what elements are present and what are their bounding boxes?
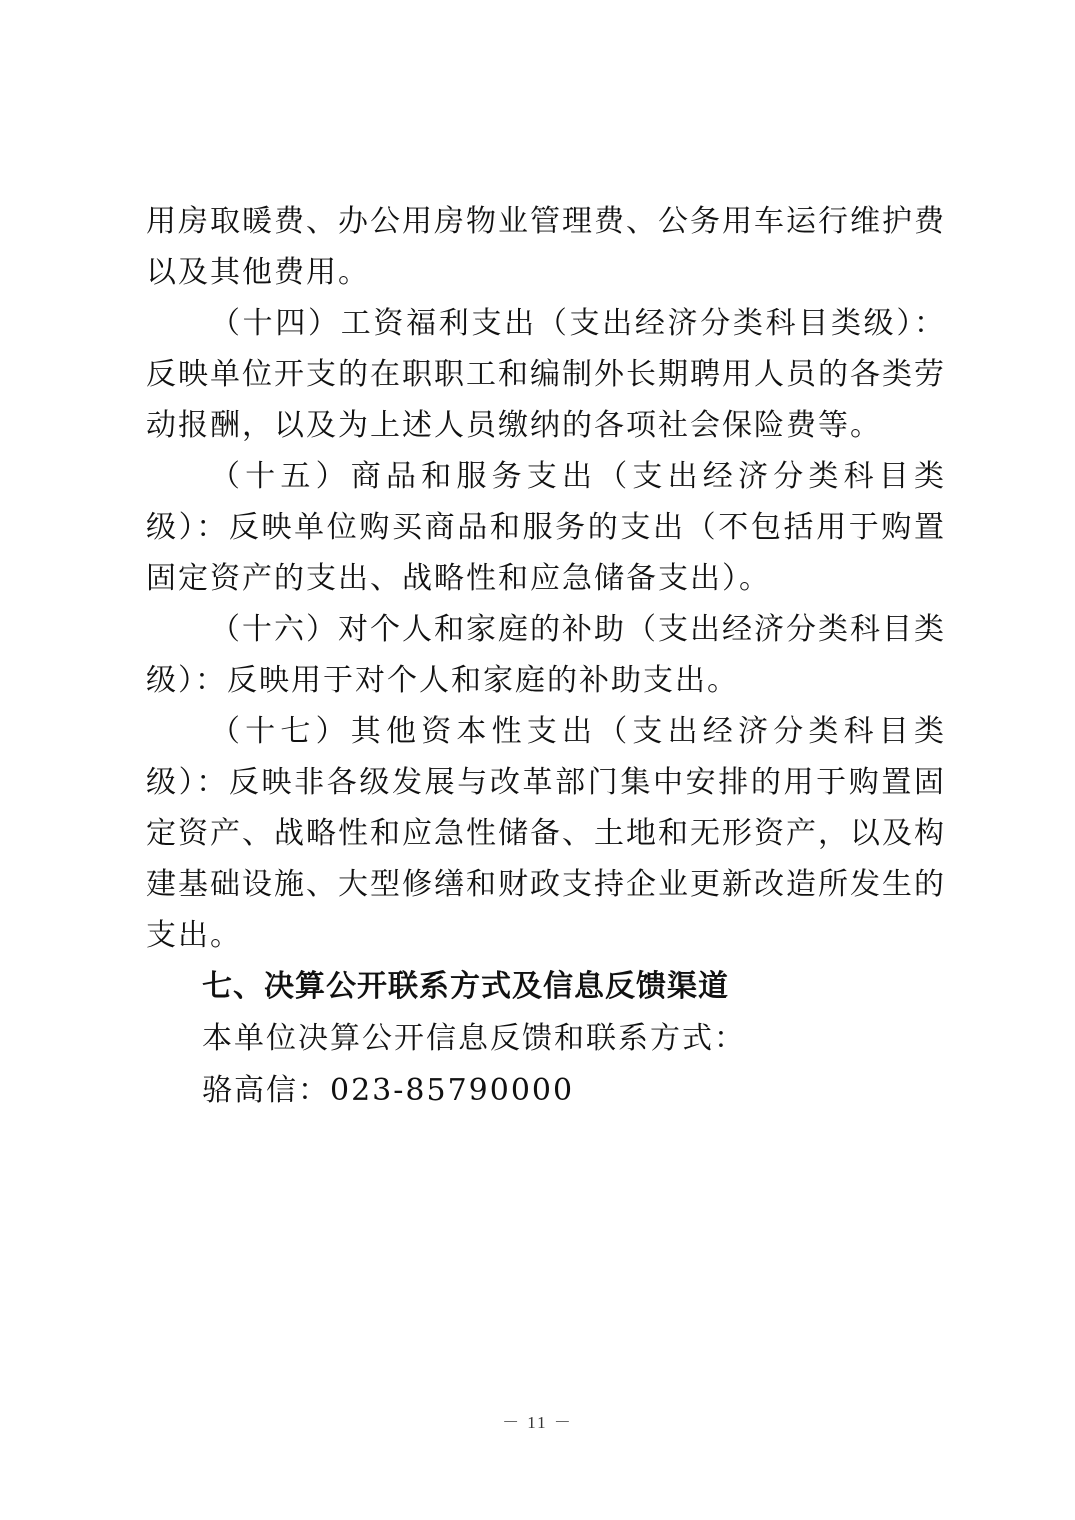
paragraph-wage-welfare: （十四）工资福利支出（支出经济分类科目类级）：反映单位开支的在职职工和编制外长期聘用人员的各类劳动报酬，以及为上述人员缴纳的各项社会保险费等。 [146,306,946,443]
paragraph-household-subsidy: （十六）对个人和家庭的补助（支出经济分类科目类级）：反映用于对个人和家庭的补助支出。 [146,612,946,698]
page-number: － 11 － [502,1413,573,1432]
paragraph-goods-services: （十五）商品和服务支出（支出经济分类科目类级）：反映单位购买商品和服务的支出（不包括用于购置固定资产的支出、战略性和应急储备支出）。 [146,459,946,596]
document-body [146,196,946,1117]
contact-phone: 骆高信：023-85790000 [202,1073,575,1108]
paragraph-continuation: 用房取暖费、办公用房物业管理费、公务用车运行维护费以及其他费用。 [146,204,946,290]
paragraph-other-capital: （十七）其他资本性支出（支出经济分类科目类级）：反映非各级发展与改革部门集中安排的用于购置固定资产、战略性和应急性储备、土地和无形资产，以及构建基础设施、大型修缮和财政支持企业更新改造所发生的支出。 [146,714,946,953]
contact-intro: 本单位决算公开信息反馈和联系方式： [202,1021,746,1056]
section-heading: 七、决算公开联系方式及信息反馈渠道 [202,969,729,1004]
